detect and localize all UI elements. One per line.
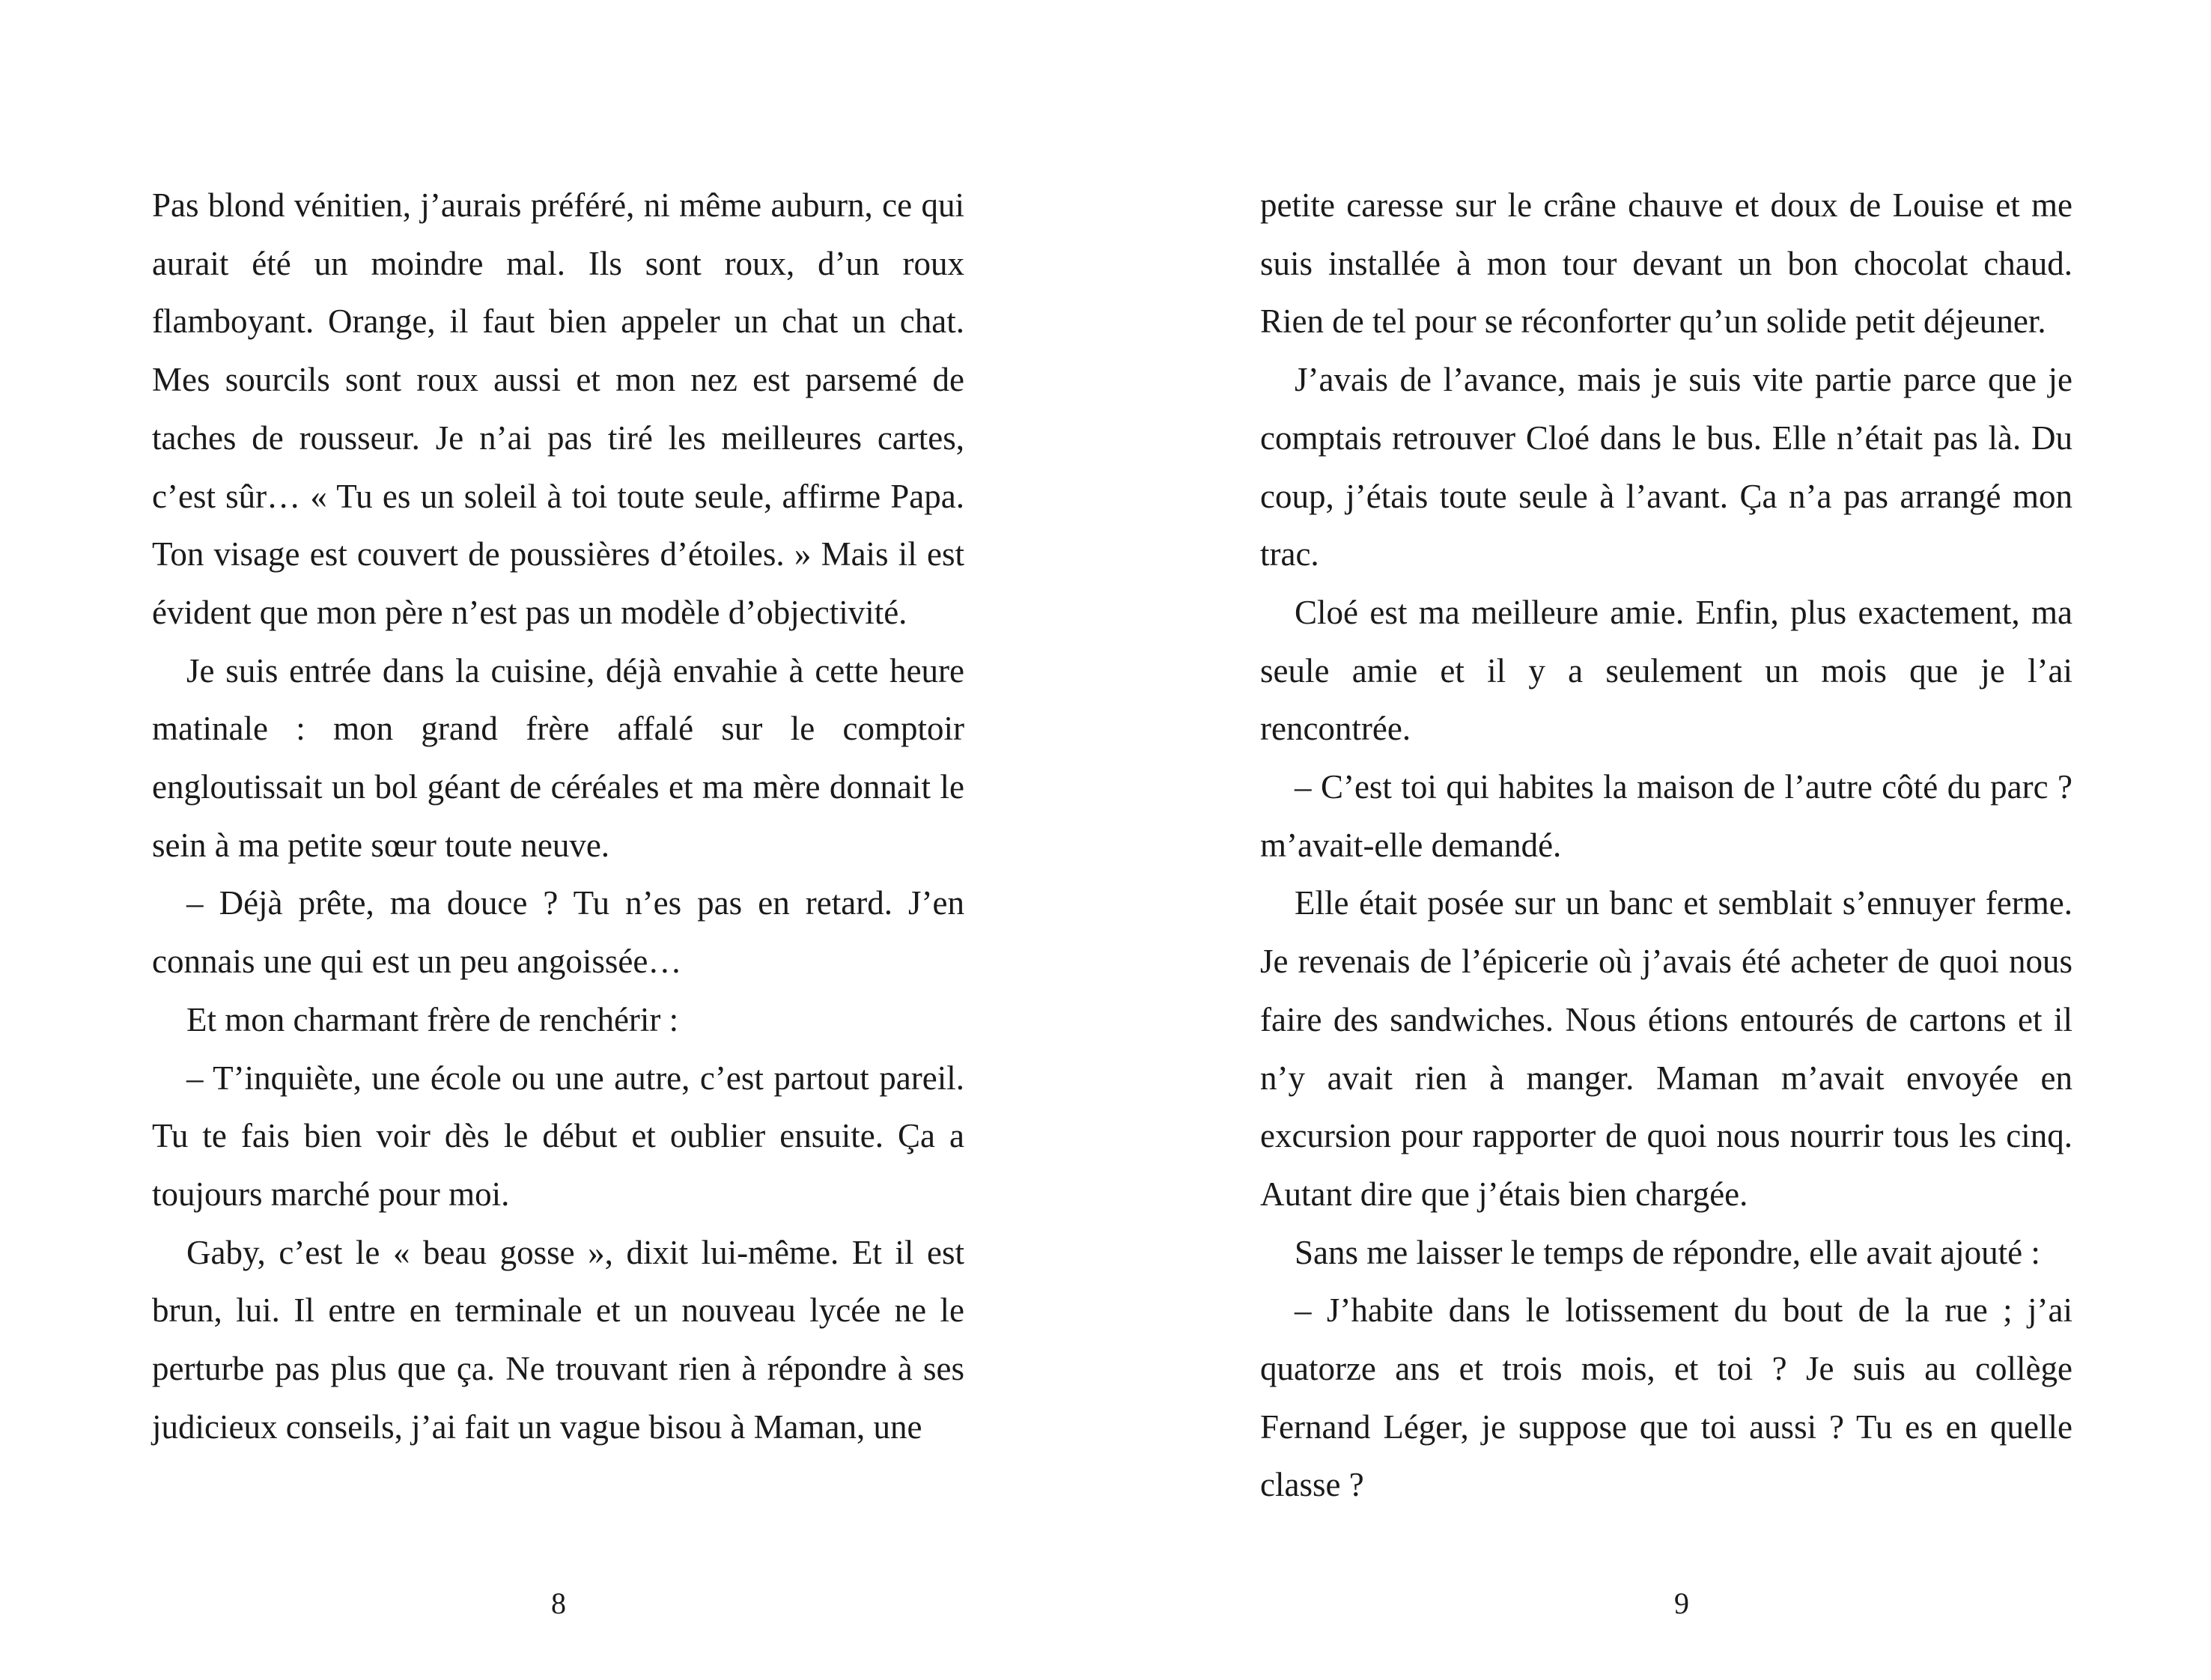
dialogue-paragraph: – T’inquiète, une école ou une autre, c’est partout pareil. Tu te fais bien voir dès le début et oublier ensuite. Ça a toujours marché pour moi. [152, 1059, 964, 1213]
paragraph: Gaby, c’est le « beau gosse », dixit lui-même. Et il est brun, lui. Il entre en terminale et un nouveau lycée ne le perturbe pas plus que ça. Ne trouvant rien à répondre à ses judicieux conseils, j’ai fait un vague bisou à Maman, une [152, 1233, 964, 1446]
left-page-text [152, 177, 964, 1456]
page-number-right: 9 [1674, 1586, 1689, 1620]
dialogue-paragraph: – J’habite dans le lotissement du bout de la rue ; j’ai quatorze ans et trois mois, et toi ? Je suis au collège Fernand Léger, je suppose que toi aussi ? Tu es en quelle classe ? [1260, 1291, 2072, 1504]
paragraph-continuation: petite caresse sur le crâne chauve et doux de Louise et me suis installée à mon tour devant un bon chocolat chaud. Rien de tel pour se réconforter qu’un solide petit déjeuner. [1260, 186, 2072, 341]
paragraph: Elle était posée sur un banc et semblait s’ennuyer ferme. Je revenais de l’épicerie où j’avais été acheter de quoi nous faire des sandwiches. Nous étions entourés de cartons et il n’y avait rien à manger. Maman m’avait envoyée en excursion pour rapporter de quoi nous nourrir tous les cinq. Autant dire que j’étais bien chargée. [1260, 884, 2072, 1213]
dialogue-paragraph: – C’est toi qui habites la maison de l’autre côté du parc ? m’avait-elle demandé. [1260, 768, 2072, 864]
right-page [1106, 0, 2211, 1680]
dialogue-paragraph: – Déjà prête, ma douce ? Tu n’es pas en retard. J’en connais une qui est un peu angoissée… [152, 884, 964, 981]
right-page-text [1260, 177, 2072, 1515]
paragraph: Sans me laisser le temps de répondre, elle avait ajouté : [1295, 1233, 2040, 1271]
paragraph: J’avais de l’avance, mais je suis vite partie parce que je comptais retrouver Cloé dans le bus. Elle n’était pas là. Du coup, j’étais toute seule à l’avant. Ça n’a pas arrangé mon trac. [1260, 361, 2072, 573]
left-page [0, 0, 1105, 1680]
paragraph: Je suis entrée dans la cuisine, déjà envahie à cette heure matinale : mon grand frère affalé sur le comptoir engloutissait un bol géant de céréales et ma mère donnait le sein à ma petite sœur toute neuve. [152, 651, 964, 864]
paragraph: Pas blond vénitien, j’aurais préféré, ni même auburn, ce qui aurait été un moindre mal. Ils sont roux, d’un roux flamboyant. Orange, il faut bien appeler un chat un chat. Mes sourcils sont roux aussi et mon nez est parsemé de taches de rousseur. Je n’ai pas tiré les meilleures cartes, c’est sûr… « Tu es un soleil à toi toute seule, affirme Papa. Ton visage est couvert de poussières d’étoiles. » Mais il est évident que mon père n’est pas un modèle d’objectivité. [152, 186, 964, 631]
paragraph: Et mon charmant frère de renchérir : [186, 1000, 679, 1038]
paragraph: Cloé est ma meilleure amie. Enfin, plus exactement, ma seule amie et il y a seulement un mois que je l’ai rencontrée. [1260, 593, 2072, 748]
page-number-left: 8 [551, 1586, 566, 1620]
